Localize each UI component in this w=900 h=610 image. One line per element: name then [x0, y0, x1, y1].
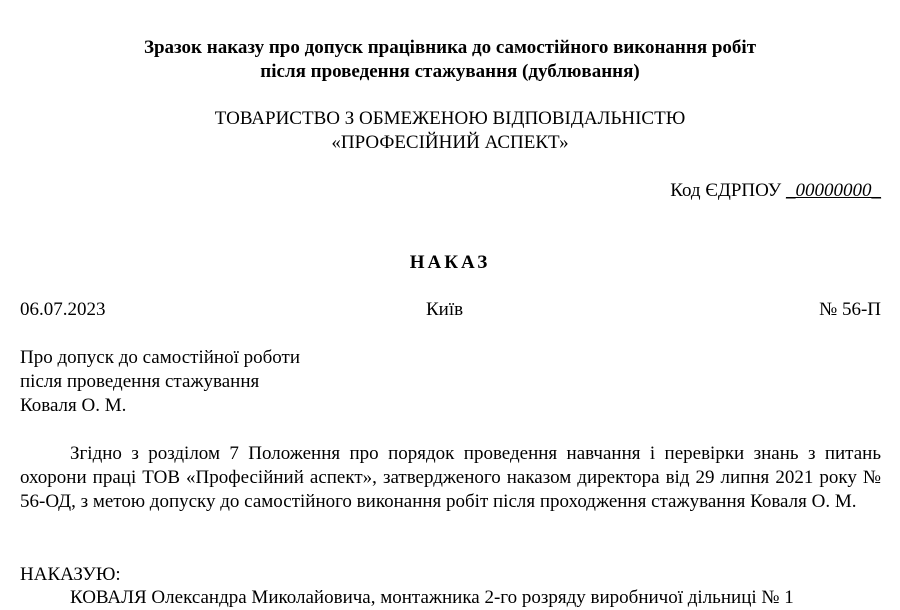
edrpou-label: Код ЄДРПОУ — [670, 180, 782, 201]
company-name-line-1: ТОВАРИСТВО З ОБМЕЖЕНОЮ ВІДПОВІДАЛЬНІСТЮ — [214, 108, 686, 129]
order-subject — [20, 346, 300, 418]
edrpou-code-block — [670, 179, 881, 203]
order-city: Київ — [426, 299, 464, 320]
order-date: 06.07.2023 — [20, 299, 106, 320]
order-subject-line-3: Коваля О. М. — [20, 395, 127, 416]
order-item-1: КОВАЛЯ Олександра Миколайовича, монтажника 2-го розряду виробничої дільниці № 1 — [70, 587, 794, 608]
order-subject-line-1: Про допуск до самостійної роботи — [20, 347, 300, 368]
preamble-paragraph: Згідно з розділом 7 Положення про порядок проведення навчання і перевірки знань з питань охорони праці ТОВ «Професійний аспект», затвердженого наказом директора від 29 липня 2021 року № 56-ОД, з метою допуску до самостійного виконання робіт після проходження стажування Коваля О. М. — [20, 443, 881, 512]
document-title — [0, 36, 900, 84]
company-name-line-2: «ПРОФЕСІЙНИЙ АСПЕКТ» — [331, 132, 569, 153]
document-title-line-1: Зразок наказу про допуск працівника до самостійного виконання робіт — [143, 37, 757, 58]
order-heading: НАКАЗ — [409, 252, 491, 273]
edrpou-code: _00000000_ — [786, 180, 881, 201]
document-title-line-2: після проведення стажування (дублювання) — [260, 61, 640, 82]
company-name — [0, 107, 900, 155]
order-number: № 56-П — [819, 299, 881, 320]
order-directive-label: НАКАЗУЮ: — [20, 564, 121, 585]
order-subject-line-2: після проведення стажування — [20, 371, 260, 392]
